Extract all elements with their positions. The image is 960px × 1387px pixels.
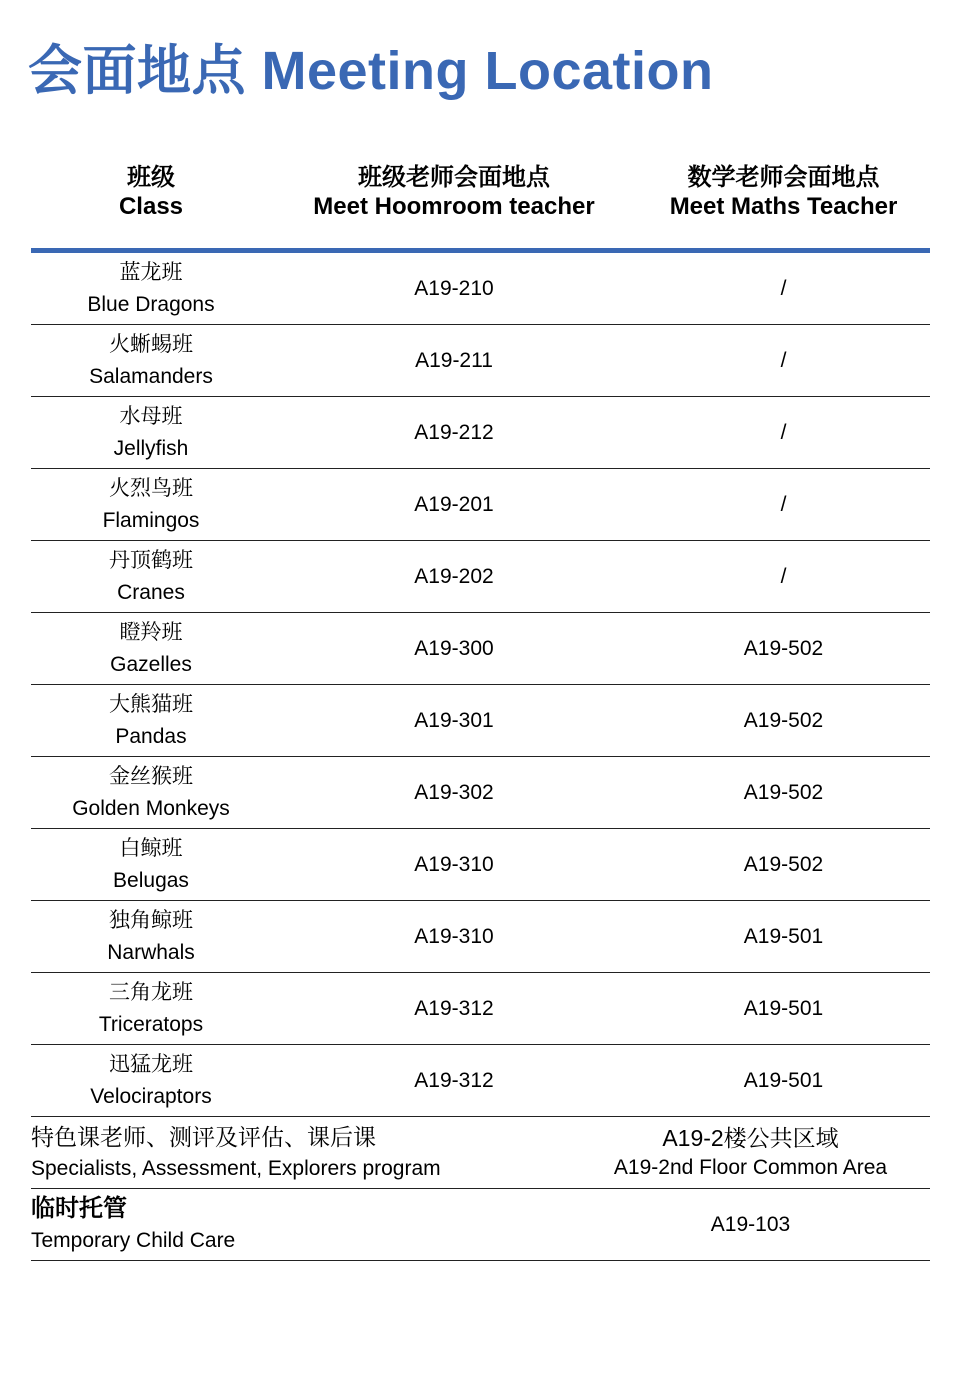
table-header [31, 155, 930, 248]
specialists-row [31, 1117, 930, 1189]
class-cell [31, 617, 271, 681]
table-row [31, 757, 930, 829]
class-cell [31, 257, 271, 321]
specialists-location [571, 1123, 930, 1183]
class-name-en: Golden Monkeys [72, 796, 230, 820]
class-name-zh: 水母班 [119, 404, 183, 428]
maths-location: / [780, 276, 787, 300]
homeroom-location: A19-310 [414, 852, 494, 876]
table-row [31, 613, 930, 685]
header-homeroom [271, 155, 637, 221]
table-row [31, 829, 930, 901]
header-maths [637, 155, 930, 221]
maths-location: A19-501 [743, 996, 824, 1020]
class-cell [31, 977, 271, 1041]
homeroom-location: A19-300 [414, 636, 494, 660]
specialists-label-zh: 特色课老师、测评及评估、课后课 [31, 1123, 376, 1150]
homeroom-location: A19-302 [414, 780, 494, 804]
maths-location: / [780, 564, 787, 588]
class-cell [31, 545, 271, 609]
specialists-label-en: Specialists, Assessment, Explorers program [31, 1156, 441, 1180]
class-name-en: Flamingos [102, 508, 200, 532]
homeroom-location: A19-312 [414, 996, 494, 1020]
class-name-zh: 金丝猴班 [109, 764, 193, 788]
homeroom-location: A19-312 [414, 1068, 494, 1092]
class-cell [31, 329, 271, 393]
maths-location: A19-502 [743, 708, 824, 732]
class-name-en: Blue Dragons [87, 292, 215, 316]
class-name-en: Velociraptors [90, 1084, 212, 1108]
table-row [31, 1045, 930, 1117]
maths-location: A19-502 [743, 636, 824, 660]
maths-location: A19-502 [743, 780, 824, 804]
class-name-zh: 独角鲸班 [109, 908, 193, 932]
table-row [31, 397, 930, 469]
class-cell [31, 473, 271, 537]
class-cell [31, 761, 271, 825]
class-name-zh: 火蜥蜴班 [109, 332, 193, 356]
maths-location: / [780, 492, 787, 516]
class-name-zh: 火烈鸟班 [109, 476, 193, 500]
header-class-en: Class [118, 193, 184, 220]
homeroom-location: A19-310 [414, 924, 494, 948]
table-body [31, 253, 930, 1117]
class-name-zh: 瞪羚班 [119, 620, 183, 644]
child-care-location: A19-103 [710, 1212, 791, 1236]
table-row [31, 541, 930, 613]
header-maths-en: Meet Maths Teacher [669, 193, 898, 220]
table-row [31, 901, 930, 973]
header-class [31, 155, 271, 221]
child-care-label [31, 1193, 571, 1257]
header-maths-zh: 数学老师会面地点 [687, 164, 880, 191]
child-care-label-en: Temporary Child Care [31, 1228, 236, 1252]
class-cell [31, 1049, 271, 1113]
class-name-zh: 大熊猫班 [109, 692, 193, 716]
class-name-en: Cranes [117, 580, 185, 604]
meeting-location-table [31, 155, 930, 1261]
class-name-zh: 白鲸班 [119, 836, 183, 860]
class-name-zh: 蓝龙班 [119, 260, 183, 284]
child-care-label-zh: 临时托管 [31, 1194, 127, 1222]
class-name-en: Pandas [115, 724, 187, 748]
class-cell [31, 401, 271, 465]
class-name-en: Triceratops [98, 1012, 204, 1036]
class-name-en: Belugas [113, 868, 189, 892]
maths-location: / [780, 420, 787, 444]
class-name-en: Jellyfish [113, 436, 189, 460]
homeroom-location: A19-201 [414, 492, 494, 516]
class-name-zh: 丹顶鹤班 [109, 548, 193, 572]
class-name-en: Salamanders [89, 364, 213, 388]
class-name-zh: 三角龙班 [109, 980, 193, 1004]
specialists-location-zh: A19-2楼公共区域 [662, 1124, 839, 1151]
class-cell [31, 833, 271, 897]
homeroom-location: A19-301 [414, 708, 494, 732]
maths-location: A19-502 [743, 852, 824, 876]
header-class-zh: 班级 [127, 164, 175, 191]
page-title: 会面地点 Meeting Location [28, 41, 714, 101]
class-cell [31, 689, 271, 753]
header-homeroom-en: Meet Hoomroom teacher [313, 193, 595, 220]
homeroom-location: A19-202 [414, 564, 494, 588]
class-name-en: Narwhals [107, 940, 195, 964]
homeroom-location: A19-212 [414, 420, 494, 444]
child-care-row [31, 1189, 930, 1261]
class-name-zh: 迅猛龙班 [109, 1052, 193, 1076]
homeroom-location: A19-211 [415, 348, 493, 372]
homeroom-location: A19-210 [414, 276, 494, 300]
maths-location: / [780, 348, 787, 372]
class-name-en: Gazelles [110, 652, 192, 676]
specialists-location-en: A19-2nd Floor Common Area [613, 1155, 888, 1179]
table-row [31, 973, 930, 1045]
maths-location: A19-501 [743, 1068, 824, 1092]
maths-location: A19-501 [743, 924, 824, 948]
table-row [31, 469, 930, 541]
class-cell [31, 905, 271, 969]
table-row [31, 325, 930, 397]
header-homeroom-zh: 班级老师会面地点 [358, 164, 550, 191]
specialists-label [31, 1121, 571, 1185]
table-row [31, 253, 930, 325]
table-row [31, 685, 930, 757]
